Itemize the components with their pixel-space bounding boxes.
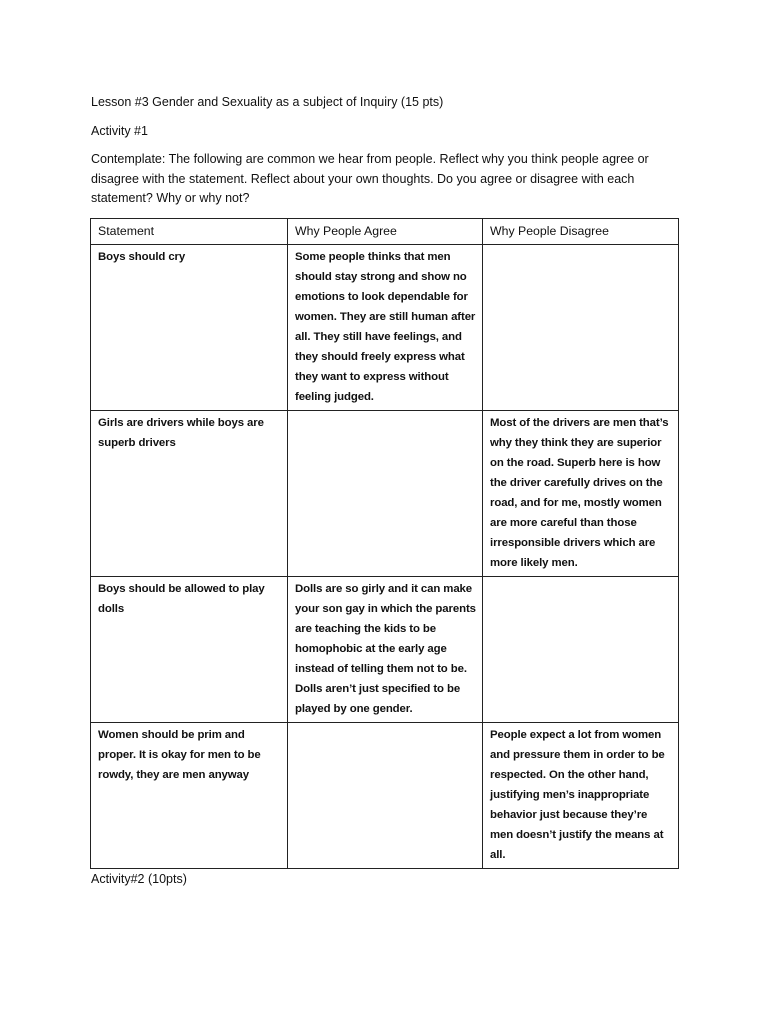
header-why-agree: Why People Agree xyxy=(288,219,483,245)
table-row xyxy=(91,723,679,869)
agree-cell: Some people thinks that men should stay strong and show no emotions to look dependable for women. They are still human after all. They still have feelings, and they should freely express what they want to express without feeling judged. xyxy=(288,245,483,411)
agree-cell xyxy=(288,411,483,577)
activity-1-heading: Activity #1 xyxy=(91,124,148,138)
table-row xyxy=(91,577,679,723)
disagree-cell xyxy=(483,245,679,411)
header-statement: Statement xyxy=(91,219,288,245)
disagree-cell: Most of the drivers are men that’s why they think they are superior on the road. Superb here is how the driver carefully drives on the road, and for me, mostly women are more careful than those irresponsible drivers which are more likely men. xyxy=(483,411,679,577)
instructions-paragraph: Contemplate: The following are common we hear from people. Reflect why you think people agree or disagree with the statement. Reflect about your own thoughts. Do you agree or disagree with each statement? Why or why not? xyxy=(91,152,649,205)
agree-cell xyxy=(288,723,483,869)
table-row xyxy=(91,411,679,577)
reflection-table xyxy=(90,218,679,869)
table-row xyxy=(91,245,679,411)
agree-cell: Dolls are so girly and it can make your son gay in which the parents are teaching the kids to be homophobic at the early age instead of telling them not to be. Dolls aren’t just specified to be played by one gender. xyxy=(288,577,483,723)
statement-cell: Boys should cry xyxy=(91,245,288,411)
statement-cell: Boys should be allowed to play dolls xyxy=(91,577,288,723)
header-why-disagree: Why People Disagree xyxy=(483,219,679,245)
statement-cell: Women should be prim and proper. It is okay for men to be rowdy, they are men anyway xyxy=(91,723,288,869)
lesson-title: Lesson #3 Gender and Sexuality as a subject of Inquiry (15 pts) xyxy=(91,95,444,109)
table-header-row xyxy=(91,219,679,245)
activity-2-heading: Activity#2 (10pts) xyxy=(91,872,187,886)
statement-cell: Girls are drivers while boys are superb drivers xyxy=(91,411,288,577)
disagree-cell: People expect a lot from women and pressure them in order to be respected. On the other hand, justifying men’s inappropriate behavior just because they’re men doesn’t justify the means at all. xyxy=(483,723,679,869)
disagree-cell xyxy=(483,577,679,723)
